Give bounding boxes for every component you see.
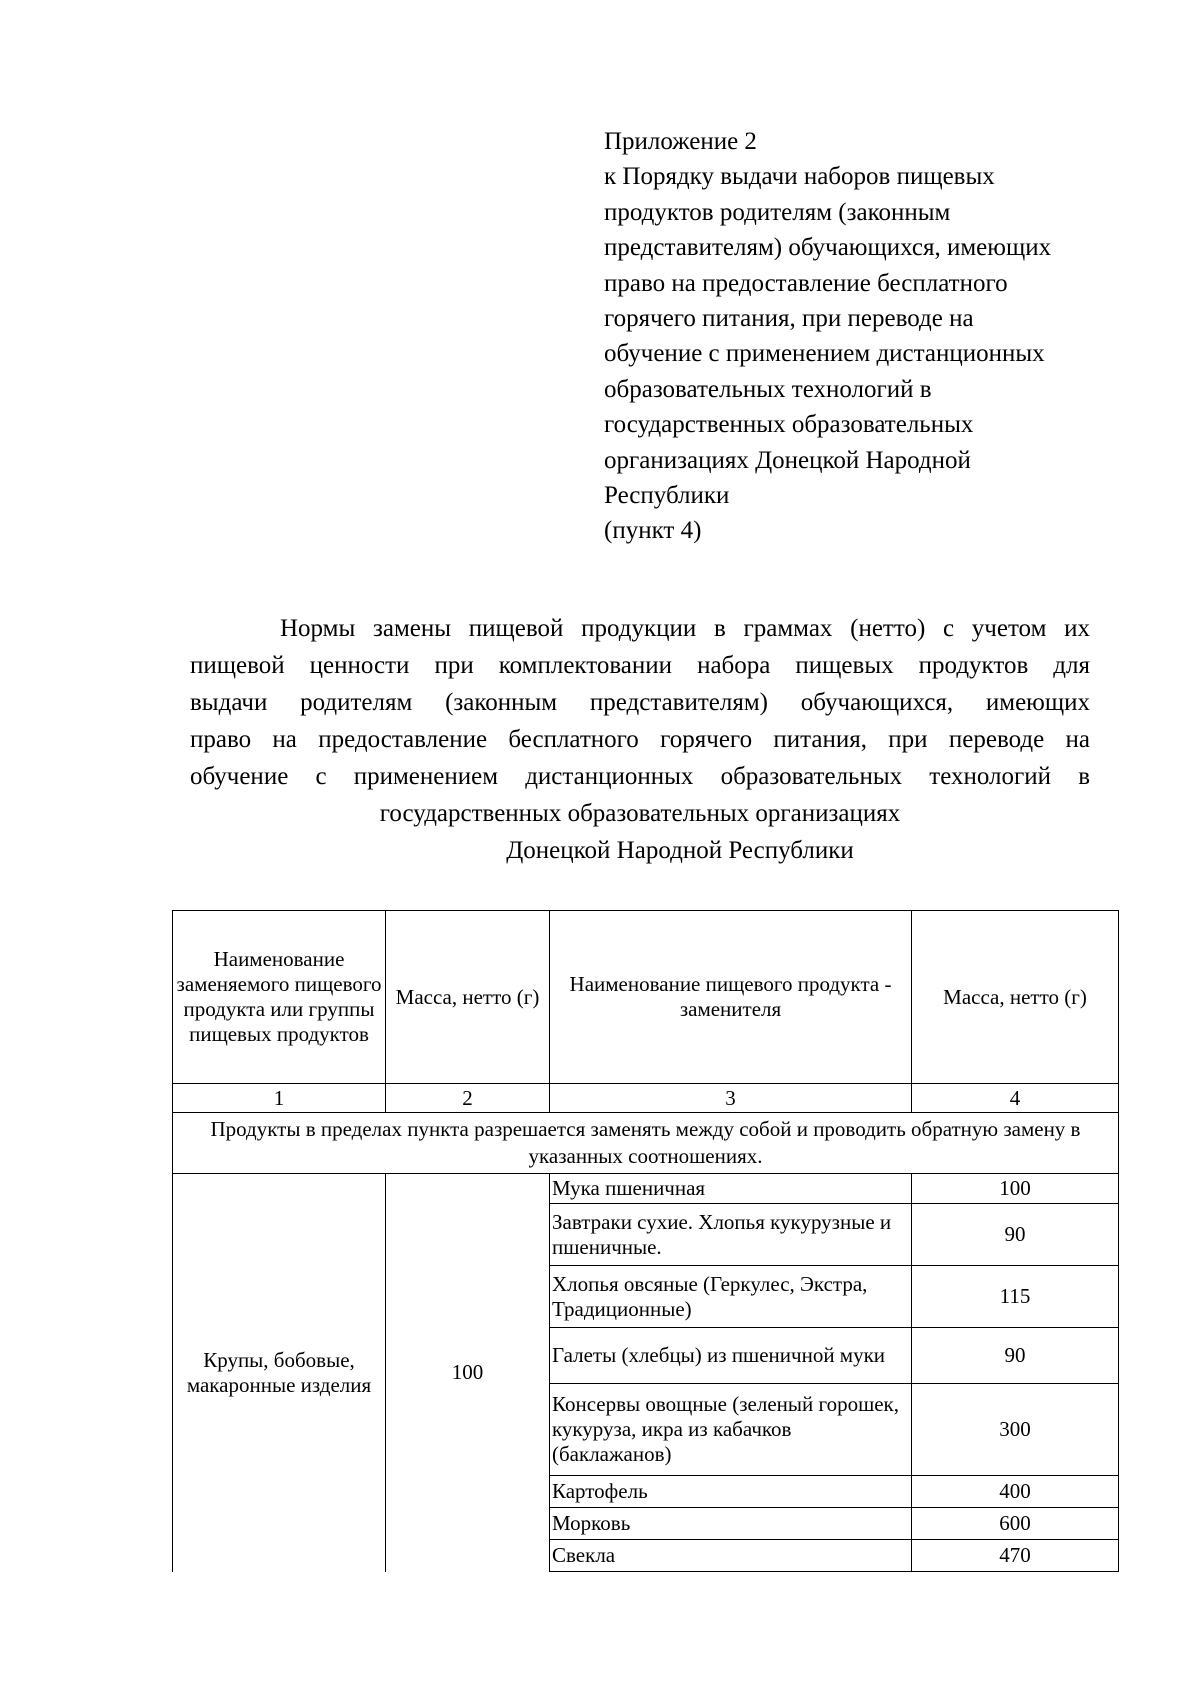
substitute-mass: 90 <box>912 1204 1119 1266</box>
title-line: Донецкой Народной Республики <box>506 837 854 864</box>
title-line: Нормы замены пищевой продукции в граммах (нетто) с учетом их <box>280 615 1090 642</box>
title-line: выдачи родителям (законным представителям) обучающихся, имеющих <box>190 689 1090 716</box>
appendix-line: (пункт 4) <box>604 517 702 545</box>
column-number: 1 <box>173 1084 386 1113</box>
substitute-mass: 600 <box>912 1508 1119 1540</box>
table-note-row <box>173 1113 1119 1174</box>
group-name-cell: Крупы, бобовые, макаронные изделия <box>173 1174 386 1572</box>
title-line: обучение с применением дистанционных образовательных технологий в <box>190 763 1090 790</box>
appendix-line: образовательных технологий в <box>604 375 932 403</box>
appendix-line: Приложение 2 <box>604 128 757 155</box>
substitute-name: Картофель <box>550 1476 912 1508</box>
header-cell: Масса, нетто (г) <box>912 911 1119 1084</box>
column-number: 2 <box>386 1084 550 1113</box>
appendix-line: Республики <box>604 482 730 510</box>
substitute-mass: 100 <box>912 1174 1119 1204</box>
title-line: государственных образовательных организациях <box>379 800 901 827</box>
title-line: пищевой ценности при комплектовании набора пищевых продуктов для <box>190 652 1090 679</box>
column-number-row <box>173 1084 1119 1113</box>
appendix-line: продуктов родителям (законным <box>604 198 951 226</box>
header-cell: Наименование пищевого продукта - заменителя <box>550 911 912 1084</box>
substitution-table <box>172 910 1119 1572</box>
title-line: право на предоставление бесплатного горячего питания, при переводе на <box>190 726 1090 753</box>
appendix-line: горячего питания, при переводе на <box>604 305 974 333</box>
substitute-name: Морковь <box>550 1508 912 1540</box>
appendix-line: представителям) обучающихся, имеющих <box>604 234 1052 262</box>
substitute-name: Свекла <box>550 1540 912 1572</box>
substitute-name: Завтраки сухие. Хлопья кукурузные и пшеничные. <box>550 1204 912 1266</box>
table-header-row <box>173 911 1119 1084</box>
substitute-mass: 400 <box>912 1476 1119 1508</box>
substitute-name: Хлопья овсяные (Геркулес, Экстра, Традиционные) <box>550 1266 912 1328</box>
group-mass-cell: 100 <box>386 1174 550 1572</box>
appendix-block <box>604 124 1124 549</box>
substitute-mass: 300 <box>912 1384 1119 1476</box>
substitute-name: Мука пшеничная <box>550 1174 912 1204</box>
column-number: 3 <box>550 1084 912 1113</box>
substitute-name: Консервы овощные (зеленый горошек, кукуруза, икра из кабачков (баклажанов) <box>550 1384 912 1476</box>
header-cell: Масса, нетто (г) <box>386 911 550 1084</box>
substitute-mass: 115 <box>912 1266 1119 1328</box>
substitute-mass: 470 <box>912 1540 1119 1572</box>
appendix-line: организациях Донецкой Народной <box>604 446 971 474</box>
appendix-line: государственных образовательных <box>604 411 974 439</box>
appendix-line: к Порядку выдачи наборов пищевых <box>604 163 995 191</box>
table-note: Продукты в пределах пункта разрешается заменять между собой и проводить обратную замену в указанных соотношениях. <box>173 1113 1119 1174</box>
document-title <box>190 610 1090 869</box>
header-cell: Наименование заменяемого пищевого продукта или группы пищевых продуктов <box>173 911 386 1084</box>
substitute-mass: 90 <box>912 1328 1119 1384</box>
substitute-name: Галеты (хлебцы) из пшеничной муки <box>550 1328 912 1384</box>
table-row <box>173 1174 1119 1204</box>
appendix-line: право на предоставление бесплатного <box>604 269 1008 297</box>
column-number: 4 <box>912 1084 1119 1113</box>
appendix-line: обучение с применением дистанционных <box>604 340 1045 368</box>
